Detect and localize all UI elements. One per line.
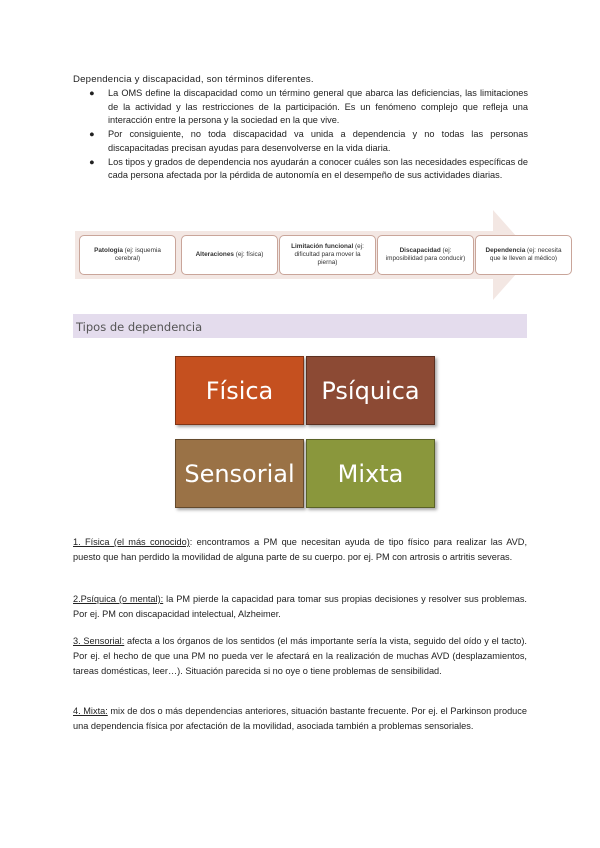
list-item: ● Por consiguiente, no toda discapacidad va unida a dependencia y no todas las personas discapacitadas precisan ayudas para desenvolverse en la vida diaria. xyxy=(89,129,528,153)
process-diagram xyxy=(73,210,588,300)
tile-mixta: Mixta xyxy=(306,439,435,508)
process-step-patologia: Patología (ej: isquemia cerebral) xyxy=(79,235,176,275)
section-heading: Tipos de dependencia xyxy=(73,314,527,338)
section-sensorial: 3. Sensorial: afecta a los órganos de los sentidos (el más importante sería la vista, seguido del oído y el tacto). Por ej. el hecho de que una PM no pueda ver le afectará en la realización de muchas AVD (desplazamientos, tareas domésticas, leer…). Situación parecida si no oye o tiene problemas de sensibilidad. xyxy=(73,636,527,676)
bullet-list xyxy=(86,87,528,183)
tile-psiquica: Psíquica xyxy=(306,356,435,425)
list-item: ● La OMS define la discapacidad como un término general que abarca las deficiencias, las limitaciones de la actividad y las restricciones de la participación. Es un fenómeno complejo que refleja una interacción entre la persona y la sociedad en la que vive. xyxy=(89,88,528,126)
list-item: ● Los tipos y grados de dependencia nos ayudarán a conocer cuáles son las necesidades específicas de cada persona afectada por la pérdida de autonomía en el desempeño de sus actividades diarias. xyxy=(89,156,528,181)
bullet-icon: ● xyxy=(89,156,95,167)
section-fisica: 1. Física (el más conocido): encontramos a PM que necesitan ayuda de tipo físico para realizar las AVD, puesto que han perdido la movilidad de alguna parte de su cuerpo. por ej. PM con artrosis o artritis severas. xyxy=(73,537,527,562)
intro-text: Dependencia y discapacidad, son términos diferentes. xyxy=(73,74,314,85)
process-step-discapacidad: Discapacidad (ej: imposibilidad para conducir) xyxy=(377,235,474,275)
tile-sensorial: Sensorial xyxy=(175,439,304,508)
bullet-icon: ● xyxy=(89,129,95,140)
tile-fisica: Física xyxy=(175,356,304,425)
section-psiquica: 2.Psíquica (o mental): la PM pierde la capacidad para tomar sus propias decisiones y resolver sus problemas. Por ej. PM con discapacidad intelectual, Alzheimer. xyxy=(73,594,527,619)
process-step-dependencia: Dependencia (ej: necesita que le lleven al médico) xyxy=(475,235,572,275)
process-step-alteraciones: Alteraciones (ej: física) xyxy=(181,235,278,275)
process-step-limitacion: Limitación funcional (ej: dificultad para mover la pierna) xyxy=(279,235,376,275)
section-mixta: 4. Mixta: mix de dos o más dependencias anteriores, situación bastante frecuente. Por ej. el Parkinson produce una dependencia física por afectación de la movilidad, asociada también a problemas sensoriales. xyxy=(73,706,527,731)
bullet-icon: ● xyxy=(89,88,95,98)
